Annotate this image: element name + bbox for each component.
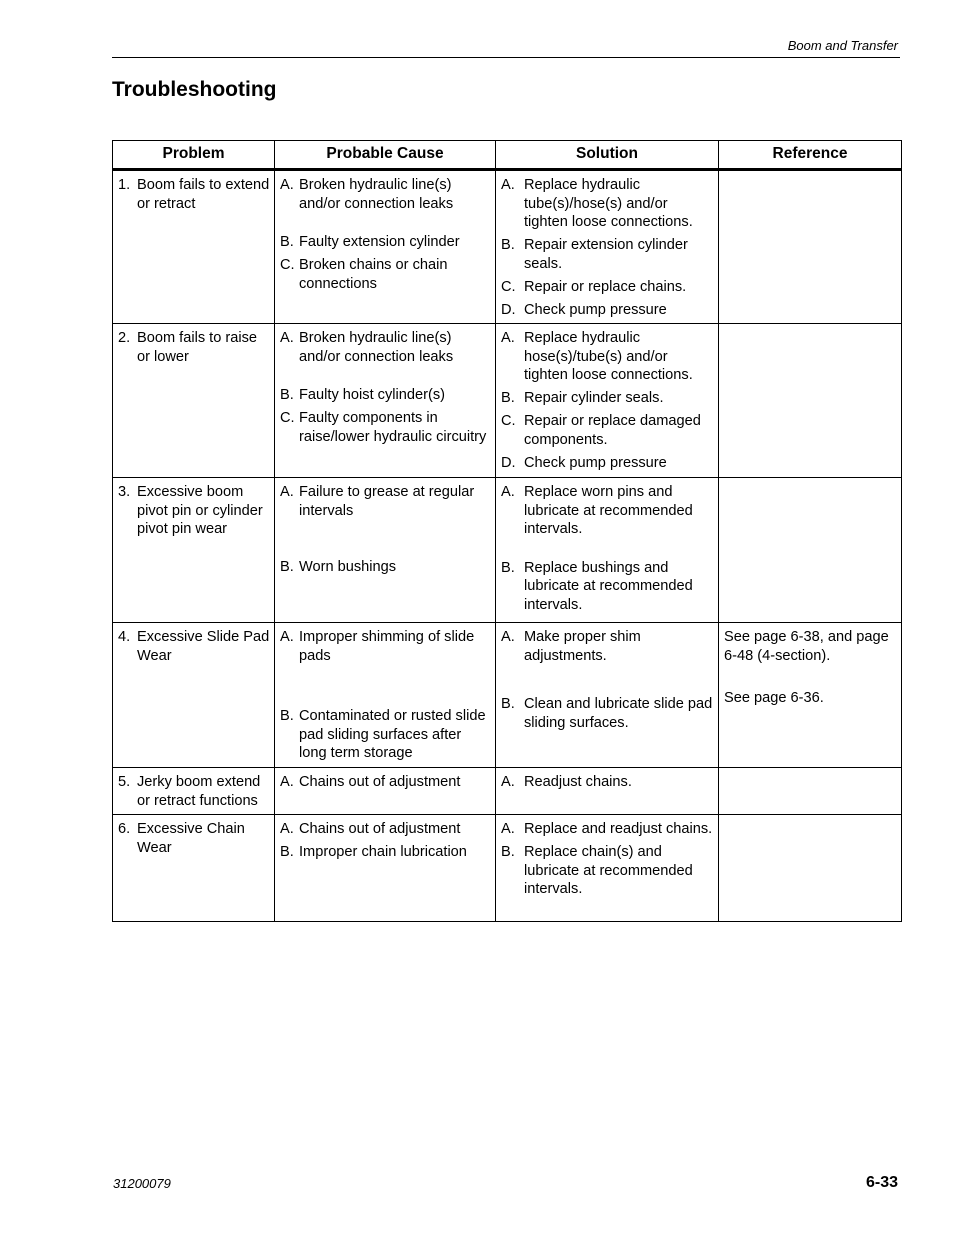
solution-item-text: Replace worn pins and lubricate at recommended intervals. — [524, 484, 693, 538]
problem-number: 1. — [118, 177, 131, 193]
solution-item — [501, 454, 714, 473]
cause-item-text: Failure to grease at regular intervals — [299, 484, 475, 519]
cause-item — [280, 773, 491, 792]
problem-number: 3. — [118, 484, 131, 500]
problem-item — [118, 483, 270, 539]
solution-item-text: Clean and lubricate slide pad sliding surfaces. — [524, 696, 713, 731]
solution-item — [501, 695, 714, 732]
solution-item — [501, 389, 714, 408]
solution-item-marker: D. — [501, 455, 516, 472]
cause-item — [280, 483, 491, 520]
solution-cell — [496, 478, 719, 623]
cause-item-text: Broken chains or chain connections — [299, 257, 448, 292]
solution-item-marker: D. — [501, 302, 516, 319]
solution-item — [501, 628, 714, 665]
solution-item-text: Replace bushings and lubricate at recommended intervals. — [524, 559, 693, 613]
header-rule — [112, 57, 900, 58]
solution-item-marker: A. — [501, 177, 515, 193]
solution-item — [501, 236, 714, 273]
solution-item-marker: A. — [501, 484, 515, 500]
cause-item — [280, 707, 491, 763]
solution-item-text: Check pump pressure — [524, 302, 667, 319]
cause-item-marker: B. — [280, 559, 294, 576]
column-header-problem: Problem — [113, 141, 275, 170]
problem-cell — [113, 170, 275, 324]
problem-number: 6. — [118, 821, 131, 837]
solution-item-marker: B. — [501, 237, 515, 254]
problem-text: Excessive Chain Wear — [137, 821, 245, 856]
solution-item-text: Make proper shim adjustments. — [524, 629, 641, 664]
cause-item-text: Contaminated or rusted slide pad sliding surfaces after long term storage — [299, 708, 486, 762]
table-row — [113, 324, 902, 478]
cause-item — [280, 386, 491, 405]
solution-item — [501, 301, 714, 320]
solution-item — [501, 329, 714, 385]
solution-item-text: Check pump pressure — [524, 455, 667, 472]
cause-item — [280, 176, 491, 213]
probable-cause-cell — [275, 478, 496, 623]
table-row — [113, 170, 902, 324]
cause-item — [280, 409, 491, 446]
solution-item-marker: B. — [501, 390, 515, 407]
cause-item-text: Faulty components in raise/lower hydraulic circuitry — [299, 410, 487, 445]
problem-text: Excessive Slide Pad Wear — [137, 629, 270, 664]
solution-item — [501, 278, 714, 297]
solution-item — [501, 773, 714, 792]
reference-cell — [719, 170, 902, 324]
cause-item-marker: B. — [280, 708, 294, 725]
table-body — [113, 170, 902, 922]
column-header-solution: Solution — [496, 141, 719, 170]
solution-cell — [496, 815, 719, 922]
column-header-probable-cause: Probable Cause — [275, 141, 496, 170]
problem-text: Excessive boom pivot pin or cylinder pivot pin wear — [137, 484, 263, 538]
cause-item-marker: C. — [280, 410, 295, 427]
table-row — [113, 623, 902, 768]
cause-item-text: Faulty hoist cylinder(s) — [299, 387, 445, 404]
solution-item-marker: B. — [501, 844, 515, 861]
solution-item-text: Repair or replace damaged components. — [524, 413, 701, 448]
problem-cell — [113, 623, 275, 768]
table-header-row — [113, 141, 902, 170]
troubleshooting-table — [112, 140, 902, 922]
reference-cell — [719, 478, 902, 623]
solution-cell — [496, 324, 719, 478]
reference-text: See page 6-36. — [724, 690, 824, 707]
problem-cell — [113, 324, 275, 478]
cause-item — [280, 558, 491, 577]
reference-cell — [719, 815, 902, 922]
cause-item-text: Chains out of adjustment — [299, 774, 461, 790]
cause-item-text: Broken hydraulic line(s) and/or connection leaks — [299, 330, 454, 365]
cause-item — [280, 329, 491, 366]
cause-item-marker: A. — [280, 629, 294, 645]
solution-item-marker: A. — [501, 774, 515, 790]
solution-item — [501, 843, 714, 899]
cause-item-text: Broken hydraulic line(s) and/or connection leaks — [299, 177, 454, 212]
cause-item-text: Worn bushings — [299, 559, 397, 576]
problem-item — [118, 773, 270, 810]
solution-item-text: Replace and readjust chains. — [524, 821, 713, 837]
solution-item-text: Replace hydraulic hose(s)/tube(s) and/or tighten loose connections. — [524, 330, 693, 384]
cause-item-marker: B. — [280, 234, 294, 251]
document-number: 31200079 — [113, 1176, 171, 1191]
cause-item — [280, 628, 491, 665]
solution-item-marker: B. — [501, 559, 515, 576]
table-row — [113, 815, 902, 922]
cause-item-marker: A. — [280, 330, 294, 346]
cause-item-text: Faulty extension cylinder — [299, 234, 460, 251]
header-section-title: Boom and Transfer — [787, 38, 898, 53]
solution-item — [501, 412, 714, 449]
problem-number: 5. — [118, 774, 131, 790]
cause-item-marker: B. — [280, 844, 294, 861]
solution-item-marker: C. — [501, 278, 516, 295]
solution-item-text: Repair cylinder seals. — [524, 390, 664, 407]
cause-item-marker: B. — [280, 387, 294, 404]
solution-item-marker: A. — [501, 629, 515, 645]
solution-item — [501, 559, 714, 615]
solution-item-text: Repair extension cylinder seals. — [524, 237, 688, 272]
page-title: Troubleshooting — [112, 78, 277, 101]
probable-cause-cell — [275, 170, 496, 324]
table-row — [113, 478, 902, 623]
solution-item-marker: B. — [501, 696, 515, 713]
solution-item — [501, 820, 714, 839]
solution-cell — [496, 768, 719, 815]
solution-item — [501, 176, 714, 232]
cause-item-marker: A. — [280, 821, 294, 837]
problem-cell — [113, 768, 275, 815]
problem-text: Boom fails to raise or lower — [137, 330, 258, 365]
problem-cell — [113, 815, 275, 922]
problem-item — [118, 329, 270, 366]
reference-text: See page 6-38, and page 6-48 (4-section). — [724, 629, 889, 664]
page-number: 6-33 — [865, 1174, 898, 1191]
cause-item-text: Improper chain lubrication — [299, 844, 467, 861]
problem-cell — [113, 478, 275, 623]
problem-item — [118, 176, 270, 213]
cause-item — [280, 233, 491, 252]
solution-item-text: Readjust chains. — [524, 774, 632, 790]
solution-item-text: Replace hydraulic tube(s)/hose(s) and/or tighten loose connections. — [524, 177, 693, 231]
probable-cause-cell — [275, 815, 496, 922]
problem-item — [118, 820, 270, 857]
table-row — [113, 768, 902, 815]
reference-cell — [719, 623, 902, 768]
problem-number: 4. — [118, 629, 131, 645]
cause-item-marker: A. — [280, 484, 294, 500]
cause-item-marker: A. — [280, 774, 294, 790]
problem-text: Jerky boom extend or retract functions — [137, 774, 261, 809]
solution-item-marker: A. — [501, 330, 515, 346]
solution-item — [501, 483, 714, 539]
solution-item-marker: C. — [501, 413, 516, 430]
problem-number: 2. — [118, 330, 131, 346]
probable-cause-cell — [275, 623, 496, 768]
problem-text: Boom fails to extend or retract — [137, 177, 270, 212]
problem-item — [118, 628, 270, 665]
cause-item-text: Improper shimming of slide pads — [299, 629, 475, 664]
cause-item — [280, 843, 491, 862]
probable-cause-cell — [275, 324, 496, 478]
cause-item — [280, 820, 491, 839]
probable-cause-cell — [275, 768, 496, 815]
solution-cell — [496, 170, 719, 324]
cause-item-marker: A. — [280, 177, 294, 193]
solution-item-marker: A. — [501, 821, 515, 837]
reference-cell — [719, 768, 902, 815]
column-header-reference: Reference — [719, 141, 902, 170]
reference-cell — [719, 324, 902, 478]
cause-item-text: Chains out of adjustment — [299, 821, 461, 837]
solution-item-text: Repair or replace chains. — [524, 278, 687, 295]
solution-item-text: Replace chain(s) and lubricate at recommended intervals. — [524, 844, 693, 898]
cause-item — [280, 256, 491, 293]
solution-cell — [496, 623, 719, 768]
cause-item-marker: C. — [280, 257, 295, 274]
